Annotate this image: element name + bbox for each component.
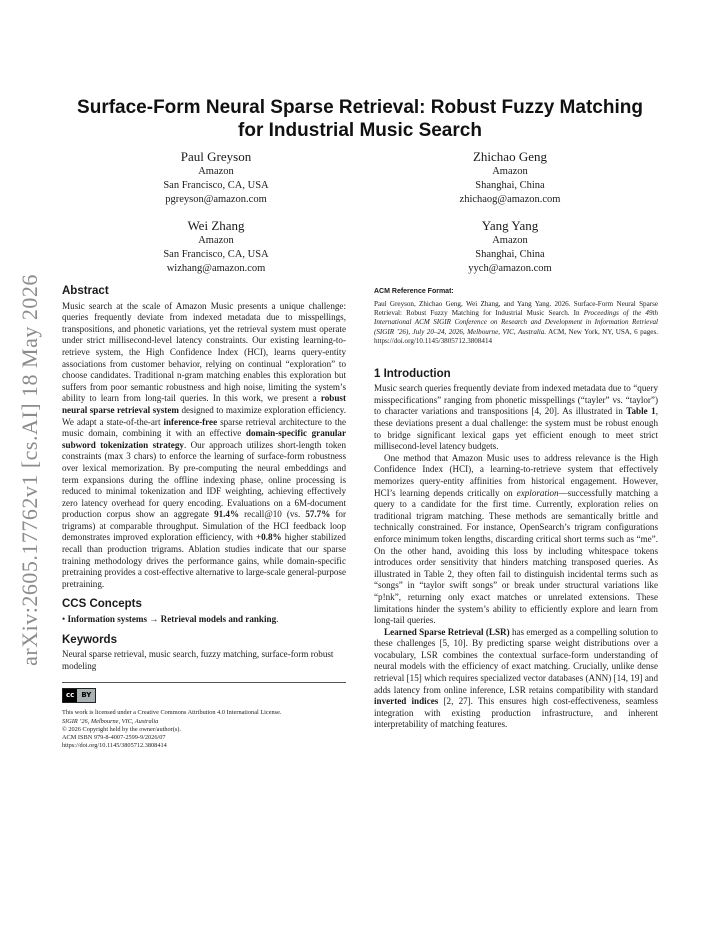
abstract-bold: inference-free xyxy=(163,416,218,427)
author-location: Shanghai, China xyxy=(475,249,545,260)
abstract-span: . Our approach utilizes short-length token constraints (max 3 chars) to enforce the learning of surface-form robustness over lexical memorization. By pre-computing the neural embeddings and term expansions during the offline indexing phase, online processing is reduced to minimal tokenization and IDF weighting, achieving effectively zero latency overhead for query encoding. Evaluations on a 6M-document production corpus show an aggregate xyxy=(62,439,346,520)
abstract-span: recall@10 (vs. xyxy=(239,509,306,520)
arxiv-identifier[interactable]: arXiv:2605.17762v1 [cs.AI] 18 May 2026 xyxy=(17,274,43,666)
intro-paragraph xyxy=(374,453,658,627)
abstract-bold: robust neural sparse retrieval system xyxy=(62,393,346,415)
keywords-heading: Keywords xyxy=(62,633,117,646)
by-icon: BY xyxy=(77,689,95,702)
license-copyright: © 2026 Copyright held by the owner/author(s). xyxy=(62,725,181,733)
paper-title: Surface-Form Neural Sparse Retrieval: Robust Fuzzy Matching for Industrial Music Search xyxy=(77,97,643,141)
author-email[interactable]: zhichaog@amazon.com xyxy=(459,194,561,205)
cc-by-badge[interactable] xyxy=(62,688,96,703)
acm-reference-span: Paul Greyson, Zhichao Geng, Wei Zhang, and Yang Yang. 2026. Surface-Form Neural Sparse Retrieval: Robust Fuzzy Matching for Industrial Music Search. In xyxy=(374,299,658,317)
intro-span: has emerged as a compelling solution to these challenges [5, 10]. By predicting sparse weight distributions over a vocabulary, LSR combines the contextual surface-form understanding of neural models with the efficiency of exact matching. Crucially, unlike dense retrieval [15] which requires specialized vector databases (ANN) [14, 19] and adds latency from online inference, LSR retains compatibility with standard xyxy=(374,626,658,695)
intro-italic: exploration xyxy=(516,487,559,498)
author-email[interactable]: wizhang@amazon.com xyxy=(166,263,266,274)
author-name: Zhichao Geng xyxy=(472,149,547,164)
author-block xyxy=(380,217,640,276)
cc-icon: cc xyxy=(63,689,77,702)
license-venue: SIGIR ’26, Melbourne, VIC, Australia xyxy=(62,717,159,725)
abstract-span: Music search at the scale of Amazon Music presents a unique challenge: queries frequently deviate from indexed metadata due to misspellings, transpositions, and phonetic variations, yet the retrieval system must operate under strict millisecond-level latency constraints. Our existing learning-to-retrieve system, the High Confidence Index (HCI), learns query-entity associations from customer behavior, relying on continual “exploration” to choose candidates. Traditional n-gram matching enables this exploration but suffers from poor semantic robustness and high noise, limiting the system’s ability to learn from long-tail queries. In this work, we present a xyxy=(62,300,346,404)
ccs-period: . xyxy=(276,614,279,625)
abstract-bold: 57.7% xyxy=(305,509,331,520)
author-name: Paul Greyson xyxy=(180,149,252,164)
abstract-bold: domain-specific granular subword tokenization strategy xyxy=(62,428,346,450)
abstract-span: designed to maximize exploration efficiency. We adapt a state-of-the-art xyxy=(62,404,346,427)
intro-span: —successfully matching a query to a candidate for the first time. Currently, exploration relies on traditional trigram matching. These methods are semantically brittle and technically constrained. For instance, OpenSearch’s trigram configurations enforce minimum token lengths, discarding critical short terms such as “me”. On the other hand, avoiding this loss by including whitespace tokens introduces order sensitivity that hinders matching transposed queries. As illustrated in Table 2, they often fail to distinguish incidental terms such as “songs” in “taylor swift songs” or break under structural variations like “p!nk”, returning only exact matches or unrelated extensions. These limitations hinder the system’s ability to efficiently explore and learn from long-tail queries. xyxy=(374,487,658,626)
license-statement: This work is licensed under a Creative Commons Attribution 4.0 International License. xyxy=(62,709,282,717)
author-block xyxy=(86,148,346,207)
intro-span: [2, 27]. This ensures high cost-effectiveness, seamless integration with existing production infrastructure, and inherent interpretability of matching features. xyxy=(374,696,658,730)
intro-bold: inverted indices xyxy=(374,696,439,707)
intro-span: Music search queries frequently deviate from indexed metadata due to “query misspecifications” ranging from phonetic misspellings (“tayler” vs. “taylor”) to character variations and transpositions [4, 20]. As illustrated in xyxy=(374,383,658,417)
abstract-bold: +0.8% xyxy=(255,532,282,543)
introduction-heading: 1 Introduction xyxy=(374,367,451,380)
author-name: Yang Yang xyxy=(481,218,539,233)
abstract-bold: 91.4% xyxy=(214,509,240,520)
ccs-bullet: • xyxy=(62,614,66,625)
abstract-span: for trigrams) at comparable throughput. Simulation of the HCI feedback loop demonstrates improved exploration efficiency, with xyxy=(62,509,346,543)
abstract-text xyxy=(62,301,346,591)
acm-reference-span: ACM, New York, NY, USA, 6 pages. https://doi.org/10.1145/3805712.3808414 xyxy=(374,327,658,346)
abstract-span: higher stabilized recall than production trigrams. Ablation studies indicate that our sparse training methodology drives the performance gains, while domain-specific pretraining provides a cost-effective alternative to large-scale general-purpose pretraining. xyxy=(62,532,346,589)
abstract-span: sparse retrieval architecture to the music domain, combining it with an effective xyxy=(62,416,346,439)
right-column xyxy=(374,286,658,731)
author-location: Shanghai, China xyxy=(475,180,545,191)
acm-reference-heading: ACM Reference Format: xyxy=(374,288,454,295)
left-column xyxy=(62,286,346,750)
acm-reference-italic: Proceedings of the 49th International ACM SIGIR Conference on Research and Development in Information Retrieval (SIGIR ’26), July 20–24, 2026, Melbourne, VIC, Australia. xyxy=(374,309,659,336)
ccs-heading: CCS Concepts xyxy=(62,598,142,611)
author-block xyxy=(86,217,346,276)
author-affiliation: Amazon xyxy=(198,235,234,246)
intro-bold: Learned Sparse Retrieval (LSR) xyxy=(384,626,510,637)
license-doi[interactable]: https://doi.org/10.1145/3805712.3808414 xyxy=(62,742,167,750)
abstract-heading: Abstract xyxy=(62,285,109,297)
author-block xyxy=(380,148,640,207)
table-reference[interactable]: Table 1 xyxy=(626,406,656,417)
intro-paragraph xyxy=(374,627,658,731)
intro-span: One method that Amazon Music uses to address relevance is the High Confidence Index (HCI), a learning-to-retrieve system that effectively memorizes query-entity affinities from historical engagement. However, HCI’s learning depends critically on xyxy=(374,452,658,498)
license-isbn: ACM ISBN 979-8-4007-2599-9/2026/07 xyxy=(62,734,166,742)
author-email[interactable]: yych@amazon.com xyxy=(468,263,552,274)
keywords-text: Neural sparse retrieval, music search, fuzzy matching, surface-form robust modeling xyxy=(62,649,334,671)
intro-span: , these deviations present a dual challenge: the system must be robust enough to bridge significant lexical gaps yet efficient enough to meet strict millisecond-level latency budgets. xyxy=(374,406,658,452)
author-name: Wei Zhang xyxy=(187,218,245,233)
license-block xyxy=(62,682,346,750)
acm-reference-text xyxy=(374,300,658,347)
author-affiliation: Amazon xyxy=(492,166,528,177)
ccs-concept xyxy=(62,614,346,626)
ccs-item: Information systems → Retrieval models and ranking xyxy=(67,614,277,625)
author-location: San Francisco, CA, USA xyxy=(163,180,269,191)
intro-paragraph xyxy=(374,383,658,453)
author-location: San Francisco, CA, USA xyxy=(163,249,269,260)
author-affiliation: Amazon xyxy=(492,235,528,246)
author-email[interactable]: pgreyson@amazon.com xyxy=(165,194,267,205)
arxiv-stamp xyxy=(4,260,56,680)
author-affiliation: Amazon xyxy=(198,166,234,177)
